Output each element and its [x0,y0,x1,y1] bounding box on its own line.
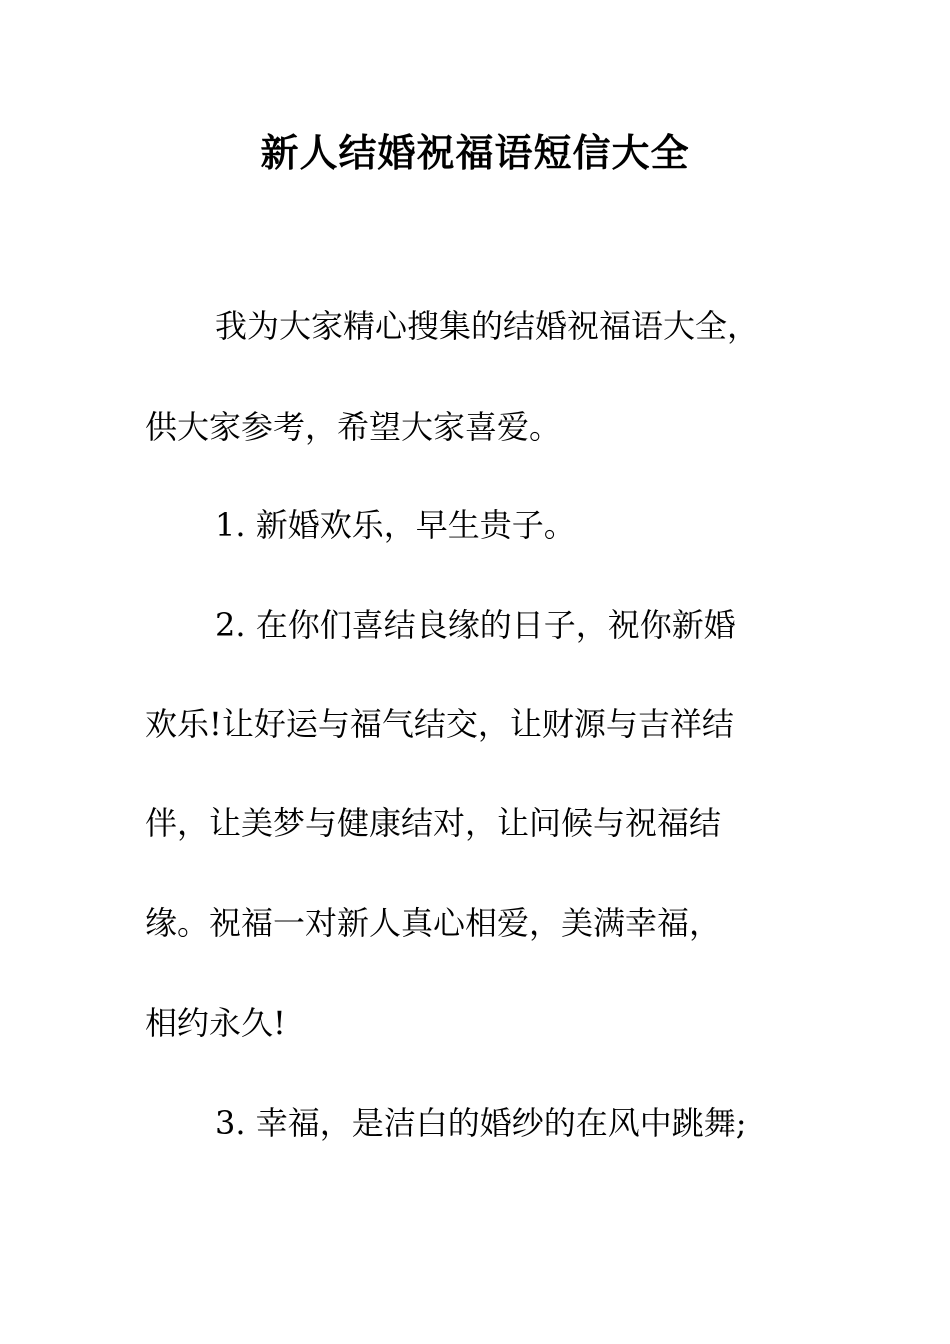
list-item-2-line-3: 伴，让美梦与健康结对，让问候与祝福结 [145,804,722,842]
list-item-2-line-1: 2. 在你们喜结良缘的日子，祝你新婚 [215,606,736,644]
list-item-2-line-2: 欢乐!让好运与福气结交，让财源与吉祥结 [145,705,734,743]
paragraph-line-1: 我为大家精心搜集的结婚祝福语大全， [215,307,760,345]
list-item-2-line-4: 缘。祝福一对新人真心相爱，美满幸福， [145,904,722,942]
list-item-3-line-1: 3. 幸福，是洁白的婚纱的在风中跳舞; [215,1104,747,1142]
list-item-1: 1. 新婚欢乐，早生贵子。 [215,506,576,544]
paragraph-line-2: 供大家参考，希望大家喜爱。 [145,408,562,446]
document-title: 新人结婚祝福语短信大全 [260,130,690,175]
list-item-2-line-5: 相约永久! [145,1004,286,1042]
